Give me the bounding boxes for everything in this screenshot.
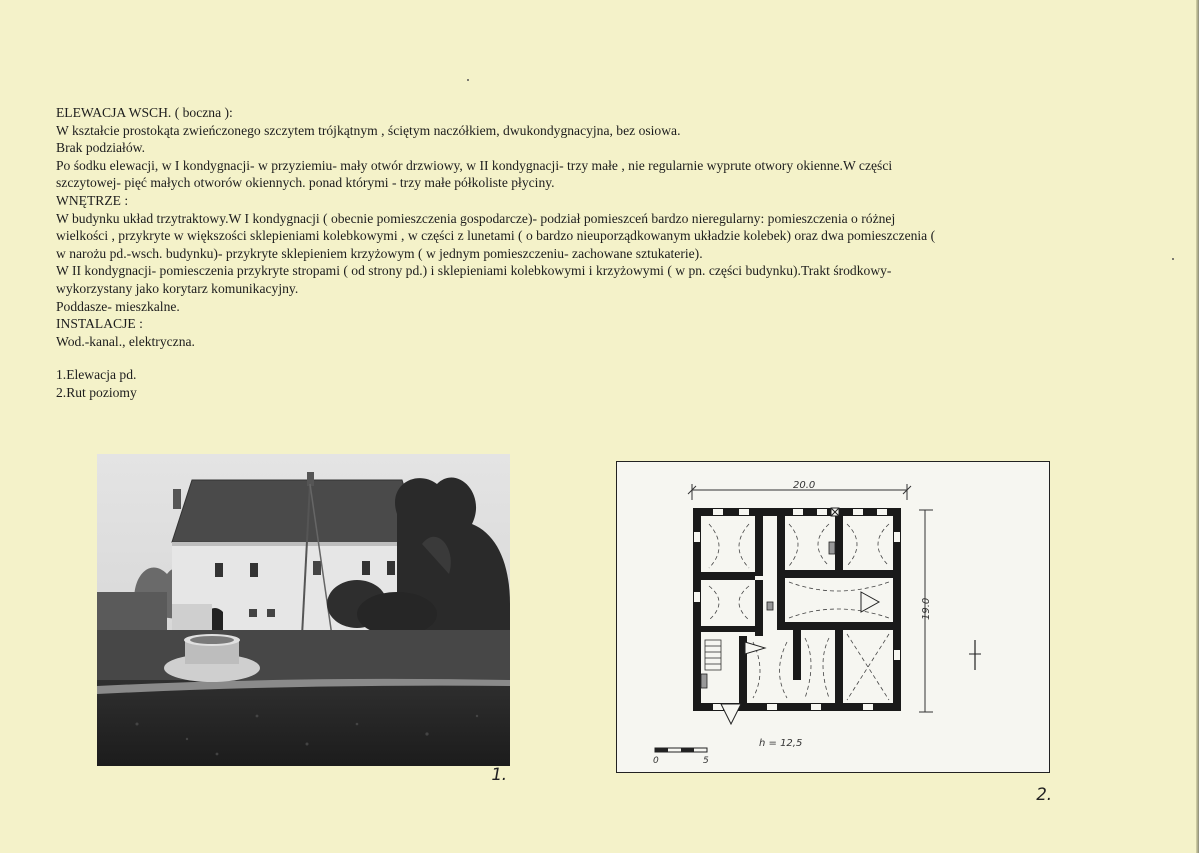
text-line: INSTALACJE : [56,316,143,332]
text-line: ELEWACJA WSCH. ( boczna ): [56,105,233,120]
paper-speck [1172,258,1174,260]
text-line: wielkości , przykryte w większości sklepieniami kolebkowymi , w części z lunetami ( o bardzo nieuporządkowanym układzie kolebek) oraz dwa pomieszczenia ( [56,228,936,244]
photo-caption: 1. [489,765,509,785]
plan-drawing [617,462,1049,772]
text-line: Wod.-kanal., elektryczna. [56,333,195,349]
floor-plan [616,461,1050,773]
text-line: w narożu pd.-wsch. budynku)- przykryte sklepieniem krzyżowym ( w jednym pomieszczeniu- zachowane sztukaterie). [56,245,703,261]
text-line: szczytowej- pięć małych otworów okiennych. ponad którymi - trzy małe półkoliste płyciny. [56,175,555,191]
scale-end-label: 5 [703,756,709,766]
building-photo [97,454,510,766]
scale-start-label: 0 [653,756,659,766]
text-line: Po śodku elewacji, w I kondygnacji- w przyziemiu- mały otwór drzwiowy, w II kondygnacji- trzy małe , nie regularnie wyprute otwory okienne.W części [56,157,893,173]
paper-speck [467,79,469,81]
plan-depth-label: 19.0 [921,597,932,620]
spacer [56,350,1136,366]
figure-list-item: 1.Elewacja pd. [56,367,137,383]
text-line: Poddasze- mieszkalne. [56,298,180,314]
text-line: wykorzystany jako korytarz komunikacyjny. [56,280,299,296]
text-line: W II kondygnacji- pomiesczenia przykryte stropami ( od strony pd.) i sklepieniami kolebkowymi i krzyżowymi ( w pn. części budynku).Trakt środkowy- [56,263,892,279]
text-line: WNĘTRZE : [56,192,129,208]
text-line: W budynku układ trzytraktowy.W I kondygnacji ( obecnie pomieszczenia gospodarcze)- podział pomieszceń bardzo nieregularny: pomieszczenia o różnej [56,210,896,226]
plan-caption: 2. [1034,785,1054,805]
scale-bar [653,748,709,766]
photo-illustration [97,454,510,766]
text-line: W kształcie prostokąta zwieńczonego szczytem trójkątnym , ściętym naczółkiem, dwukondygnacyjna, bez osiowa. [56,122,681,138]
text-line: Brak podziałów. [56,140,145,156]
figure-list-item: 2.Rut poziomy [56,384,137,400]
plan-width-label: 20.0 [793,480,816,491]
description-text [56,104,1136,402]
plan-height-label: h = 12,5 [759,738,803,749]
